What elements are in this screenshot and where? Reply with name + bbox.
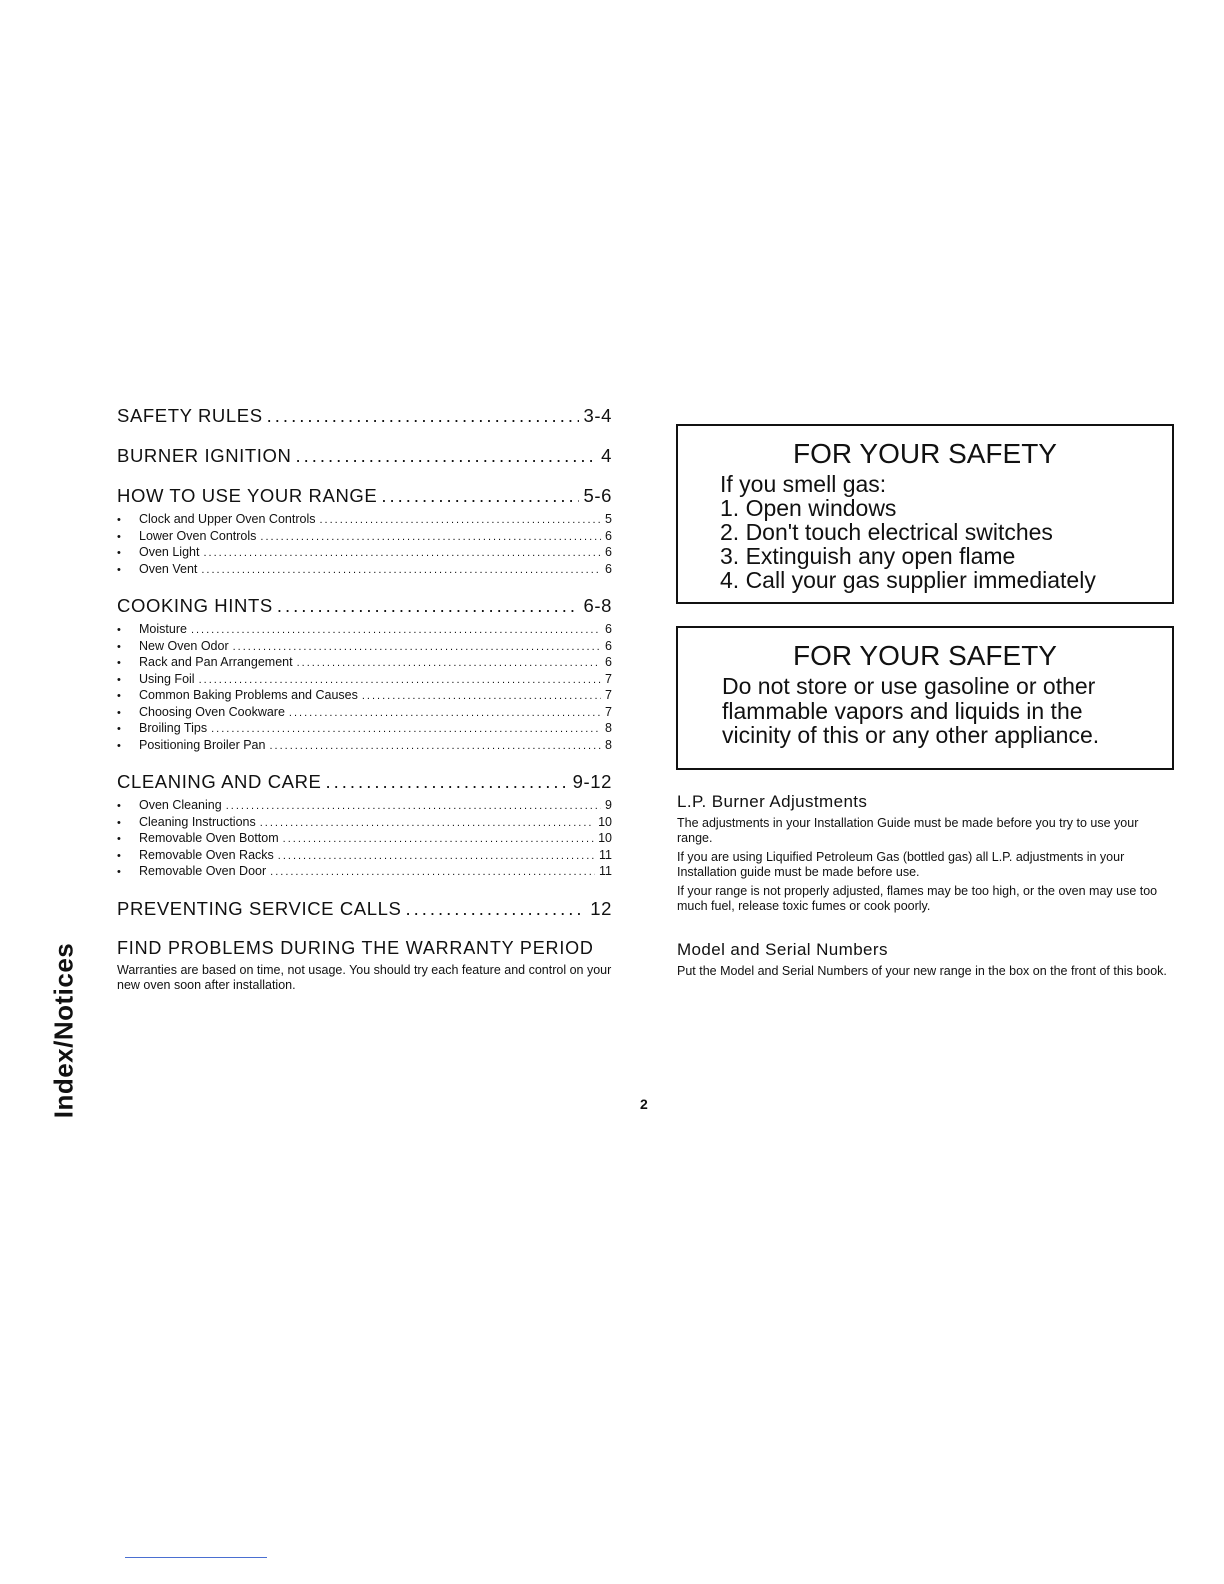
warranty-text: Warranties are based on time, not usage. You should try each feature and control on your new oven soon after installation. [117,962,612,992]
bullet-icon: • [117,816,121,829]
toc-item-label: Choosing Oven Cookware [139,704,285,719]
warranty-title: FIND PROBLEMS DURING THE WARRANTY PERIOD [117,937,594,958]
toc-item-label: Common Baking Problems and Causes [139,688,358,702]
dot-leader [226,799,601,815]
toc-heading [117,897,612,921]
dot-leader [211,722,601,738]
lp-burner-paragraph: The adjustments in your Installation Guide must be made before you try to use your range. [677,816,1139,845]
lp-burner-heading: L.P. Burner Adjustments [677,792,868,811]
toc-item-page: 6 [605,638,612,653]
toc-item [117,864,612,881]
toc-item [117,655,612,672]
toc-item-label: Oven Vent [139,561,198,576]
dot-leader [199,673,601,689]
safety-line: 2. Don't touch electrical switches [720,519,1053,545]
toc-heading [117,594,612,618]
toc-item-page: 5 [605,512,612,526]
toc-item-page: 6 [605,561,612,576]
dot-leader [191,623,601,639]
toc-heading-page: 9-12 [572,771,612,792]
toc-item-list [117,798,612,881]
toc-heading-title: COOKING HINTS [117,595,273,616]
toc-item [117,848,612,865]
toc-item-page: 10 [598,831,612,845]
toc-item [117,672,612,689]
toc-item-list [117,512,612,578]
toc-item-label: Rack and Pan Arrangement [139,655,293,669]
safety-line: 3. Extinguish any open flame [720,543,1016,569]
notes-column [677,792,1172,983]
toc-item-label: New Oven Odor [139,638,229,653]
toc-section [117,484,612,578]
dot-leader [260,816,594,832]
toc-heading-title: HOW TO USE YOUR RANGE [117,485,378,506]
toc-heading-title: PREVENTING SERVICE CALLS [117,897,402,919]
bullet-icon: • [117,849,121,862]
safety-box-lines [720,472,1172,592]
toc-item [117,798,612,815]
toc-heading-page: 4 [601,445,612,466]
toc-item [117,815,612,832]
model-serial-heading: Model and Serial Numbers [677,940,888,959]
toc-section [117,444,612,468]
toc-item-page: 8 [605,721,612,735]
bullet-icon: • [117,833,121,845]
safety-line: 1. Open windows [720,495,897,521]
toc-item-label: Using Foil [139,671,195,686]
toc-item-label: Cleaning Instructions [139,814,256,829]
safety-line: flammable vapors and liquids in the [722,697,1083,724]
dot-leader [278,849,595,865]
table-of-contents [117,404,612,993]
toc-item [117,529,612,546]
toc-item-page: 7 [605,671,612,686]
toc-item-page: 7 [605,704,612,719]
toc-item [117,512,612,529]
toc-item-page: 6 [605,545,612,559]
side-tab [36,942,92,1118]
toc-item [117,688,612,705]
toc-sections [117,404,612,921]
toc-item-label: Oven Cleaning [139,798,222,812]
toc-item-page: 6 [605,655,612,669]
bullet-icon: • [117,673,121,686]
safety-line: 4. Call your gas supplier immediately [720,567,1096,593]
toc-item-page: 6 [605,528,612,543]
toc-item-label: Lower Oven Controls [139,528,257,543]
toc-heading [117,770,612,794]
toc-heading-page: 12 [590,897,612,919]
dot-leader [269,739,601,755]
lp-burner-paragraph: If you are using Liquified Petroleum Gas (bottled gas) all L.P. adjustments in your Installation guide must be made before use. [677,850,1125,879]
dot-leader [267,404,580,428]
footer-rule [125,1557,267,1558]
dot-leader [283,832,594,848]
bullet-icon: • [117,624,121,636]
dot-leader [201,563,601,579]
dot-leader [381,484,579,508]
toc-item-label: Broiling Tips [139,721,208,735]
toc-item [117,639,612,656]
safety-box-title: FOR YOUR SAFETY [793,640,1057,671]
side-tab-label: Index/Notices [48,942,79,1118]
safety-box-title: FOR YOUR SAFETY [793,438,1057,469]
bullet-icon: • [117,640,121,653]
toc-item-page: 8 [605,737,612,752]
toc-heading-title: CLEANING AND CARE [117,771,322,792]
page-number: 2 [640,1096,648,1112]
toc-item [117,738,612,755]
toc-heading-page: 3-4 [583,405,612,426]
toc-item [117,831,612,848]
toc-section [117,404,612,428]
dot-leader [277,594,580,618]
dot-leader [289,706,601,722]
bullet-icon: • [117,547,121,559]
toc-item-label: Oven Light [139,545,200,559]
dot-leader [405,897,586,921]
toc-section [117,897,612,921]
dot-leader [203,546,601,562]
toc-item [117,622,612,639]
bullet-icon: • [117,530,121,543]
bullet-icon: • [117,739,121,752]
toc-item [117,721,612,738]
safety-line: If you smell gas: [720,471,887,497]
dot-leader [362,689,601,705]
dot-leader [260,530,601,546]
bullet-icon: • [117,657,121,669]
safety-line: vicinity of this or any other appliance. [722,722,1100,748]
dot-leader [270,865,595,881]
toc-item-list [117,622,612,754]
safety-box-lines [722,674,1172,748]
toc-heading [117,404,612,428]
lp-burner-paragraph: If your range is not properly adjusted, flames may be too high, or the oven may use too much fuel, release toxic fumes or cook poorly. [677,884,1158,913]
bullet-icon: • [117,563,121,576]
toc-item-label: Removable Oven Bottom [139,831,279,845]
dot-leader [295,444,597,468]
toc-heading-page: 5-6 [583,485,612,506]
toc-heading-title: SAFETY RULES [117,405,263,426]
toc-item-page: 11 [599,847,612,862]
toc-item-page: 7 [605,688,612,702]
bullet-icon: • [117,514,121,526]
toc-section [117,594,612,754]
toc-section [117,770,612,881]
toc-heading-title: BURNER IGNITION [117,445,292,466]
toc-item-page: 6 [605,622,612,636]
safety-box-gas-smell [676,424,1174,604]
toc-heading-page: 6-8 [583,595,612,616]
toc-item-label: Removable Oven Racks [139,847,274,862]
bullet-icon: • [117,706,121,719]
dot-leader [319,513,601,529]
model-serial-text: Put the Model and Serial Numbers of your new range in the box on the front of this book. [677,964,1167,978]
toc-heading [117,444,612,468]
bullet-icon: • [117,690,121,702]
toc-item [117,562,612,579]
toc-item-label: Removable Oven Door [139,864,267,878]
toc-item-label: Moisture [139,622,187,636]
safety-box-gasoline [676,626,1174,770]
toc-item [117,545,612,562]
toc-item [117,705,612,722]
toc-item-label: Positioning Broiler Pan [139,737,266,752]
toc-item-label: Clock and Upper Oven Controls [139,512,316,526]
safety-line: Do not store or use gasoline or other [722,673,1096,699]
dot-leader [297,656,601,672]
bullet-icon: • [117,723,121,735]
toc-item-page: 9 [605,798,612,812]
dot-leader [233,640,601,656]
dot-leader [326,770,569,794]
bullet-icon: • [117,866,121,878]
toc-item-page: 11 [599,864,612,878]
toc-item-page: 10 [598,814,612,829]
bullet-icon: • [117,800,121,812]
toc-heading [117,484,612,508]
